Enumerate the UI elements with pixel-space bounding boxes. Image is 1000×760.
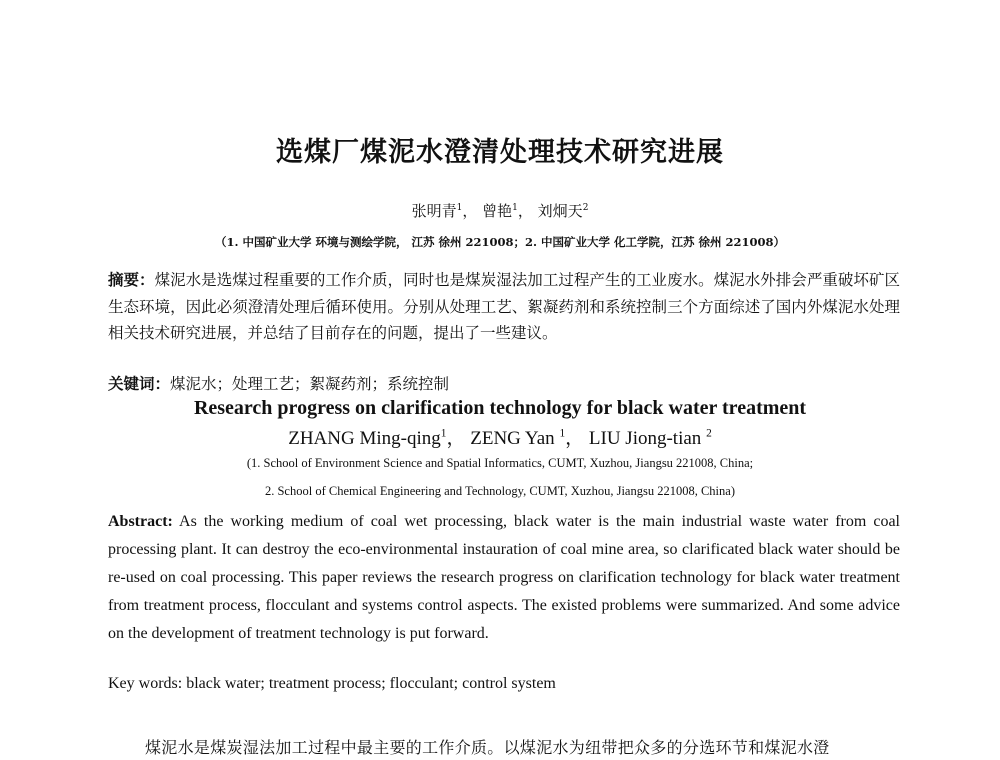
keywords-cn bbox=[108, 372, 449, 394]
author-affiliation-mark: 2 bbox=[582, 203, 589, 213]
affiliation-cn: （1. 中国矿业大学 环境与测绘学院， 江苏 徐州 221008；2. 中国矿业大学 化工学院，江苏 徐州 221008） bbox=[214, 235, 786, 249]
author-name: ZHANG Ming-qing bbox=[288, 428, 441, 449]
author-list-en bbox=[0, 423, 1000, 450]
author-affiliation-mark: 1 bbox=[512, 203, 518, 213]
abstract-label-cn: 摘要： bbox=[108, 270, 155, 289]
author-name: LIU Jiong-tian bbox=[588, 428, 707, 449]
body-paragraph-start: 煤泥水是煤炭湿法加工过程中最主要的工作介质。以煤泥水为纽带把众多的分选环节和煤泥水澄 bbox=[145, 738, 830, 757]
affiliation-en-1: (1. School of Environment Science and Spatial Informatics, CUMT, Xuzhou, Jiangsu 221008, China; bbox=[246, 456, 754, 470]
author-separator: ， bbox=[462, 202, 478, 220]
author-affiliation-mark: 1 bbox=[440, 427, 447, 440]
affiliation-en-2: 2. School of Chemical Engineering and Technology, CUMT, Xuzhou, Jiangsu 221008, China) bbox=[264, 484, 735, 498]
author-separator: ， bbox=[517, 202, 533, 220]
keywords-en: Key words: black water; treatment process; flocculant; control system bbox=[108, 675, 556, 692]
abstract-cn bbox=[108, 267, 900, 347]
author-name: 刘炯天 bbox=[537, 202, 583, 220]
paper-title-en: Research progress on clarification technology for black water treatment bbox=[193, 397, 807, 419]
author-separator: ， bbox=[565, 427, 585, 449]
author-affiliation-mark: 2 bbox=[706, 427, 712, 440]
abstract-label-en: Abstract: bbox=[108, 513, 173, 530]
abstract-en bbox=[108, 508, 900, 648]
author-affiliation-mark: 1 bbox=[456, 203, 463, 213]
author-separator: ， bbox=[446, 427, 466, 449]
keywords-text-cn: 煤泥水；处理工艺；絮凝药剂；系统控制 bbox=[170, 375, 450, 393]
abstract-text-cn: 煤泥水是选煤过程重要的工作介质，同时也是煤炭湿法加工过程产生的工业废水。煤泥水外排会严重破坏矿区生态环境，因此必须澄清处理后循环使用。分别从处理工艺、絮凝药剂和系统控制三个方面综述了国内外煤泥水处理相关技术研究进展，并总结了目前存在的问题，提出了一些建议。 bbox=[108, 271, 900, 342]
author-name: 张明青 bbox=[411, 202, 457, 220]
abstract-text-en: As the working medium of coal wet processing, black water is the main industrial waste water from coal processing plant. It can destroy the eco-environmental instauration of coal mine area, so clarificated black water should be re-used on coal processing. This paper reviews the research progress on clarification technology for black water treatment from treatment process, flocculant and systems control aspects. The existed problems were summarized. And some advice on the development of treatment technology is put forward. bbox=[108, 513, 900, 642]
paper-title-cn: 选煤厂煤泥水澄清处理技术研究进展 bbox=[276, 137, 724, 168]
author-affiliation-mark: 1 bbox=[559, 427, 566, 440]
author-list-cn bbox=[0, 200, 1000, 221]
author-name: 曾艳 bbox=[482, 202, 513, 220]
keywords-label-cn: 关键词： bbox=[108, 374, 171, 393]
author-name: ZENG Yan bbox=[470, 428, 560, 449]
